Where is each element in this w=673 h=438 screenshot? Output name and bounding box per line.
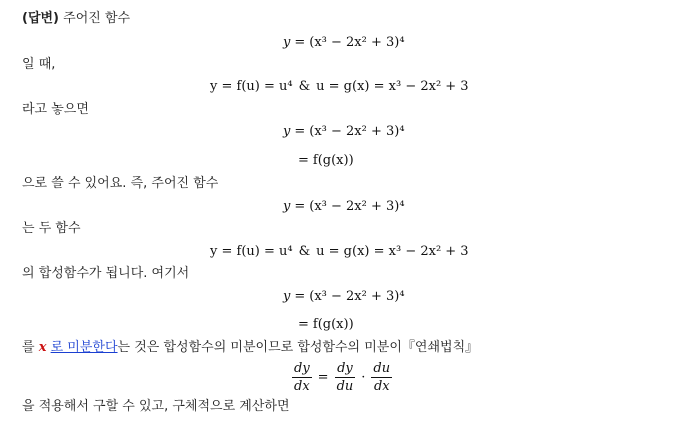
intro-text: 주어진 함수 — [63, 11, 131, 26]
eq6-rhs: (x³ − 2x² + 3)⁴ — [309, 289, 405, 304]
equation-3b: = f(g(x)) — [298, 153, 354, 168]
answer-intro-line — [22, 12, 130, 25]
fraction-dy-dx: $\frac{dy}{dx}$ — [294, 361, 310, 394]
rule-suffix: 는 것은 합성함수의 미분이므로 합성함수의 미분이『연쇄법칙』 — [117, 340, 479, 355]
differentiate-link[interactable]: 로 미분한다 — [50, 340, 118, 355]
fraction-dy-du: $\frac{dy}{du}$ — [336, 361, 354, 394]
eq6-lhs: y — [283, 289, 291, 304]
fraction-du-dx: $\frac{du}{dx}$ — [373, 361, 391, 394]
when-text: 일 때, — [22, 57, 56, 72]
rule-prefix: 를 — [22, 340, 35, 355]
eq3b-rhs: f(g(x)) — [312, 153, 354, 168]
chain-rule-line — [22, 341, 478, 354]
eq1-lhs: y — [283, 35, 291, 50]
eq6b-rhs: f(g(x)) — [312, 317, 354, 332]
eq3-lhs: y — [283, 124, 291, 139]
two-funcs-text: 는 두 함수 — [22, 221, 81, 236]
rule-var-x: x — [38, 340, 47, 355]
composite-text: 의 합성함수가 됩니다. 여기서 — [22, 266, 190, 281]
eq2-amp: & — [298, 79, 311, 94]
equation-6: y = (x³ − 2x² + 3)⁴ — [283, 289, 405, 304]
eq5-part-a: y = f(u) = u⁴ — [210, 244, 293, 259]
eq3-rhs: (x³ − 2x² + 3)⁴ — [309, 124, 405, 139]
equation-5 — [210, 245, 469, 258]
equation-3: y = (x³ − 2x² + 3)⁴ — [283, 124, 405, 139]
equation-4: y = (x³ − 2x² + 3)⁴ — [283, 199, 405, 214]
equation-2 — [210, 80, 469, 93]
eq2-part-b: u = g(x) = x³ − 2x² + 3 — [316, 79, 469, 94]
eq5-part-b: u = g(x) = x³ − 2x² + 3 — [316, 244, 469, 259]
final-text: 을 적용해서 구할 수 있고, 구체적으로 계산하면 — [22, 399, 290, 414]
eq5-amp: & — [298, 244, 311, 259]
chain-rule-equation: $\frac{dy}{dx}$ = $\frac{dy}{du}$ · $\frac{du}{dx}$ — [294, 361, 391, 394]
equation-1: y = (x³ − 2x² + 3)⁴ — [283, 35, 405, 50]
answer-label: (답변) — [22, 11, 59, 26]
put-text: 라고 놓으면 — [22, 102, 89, 117]
eq4-lhs: y — [283, 199, 291, 214]
eq2-part-a: y = f(u) = u⁴ — [210, 79, 293, 94]
eq1-rhs: (x³ − 2x² + 3)⁴ — [309, 35, 405, 50]
eq4-rhs: (x³ − 2x² + 3)⁴ — [309, 199, 405, 214]
equation-6b: = f(g(x)) — [298, 317, 354, 332]
can-write-text: 으로 쓸 수 있어요. 즉, 주어진 함수 — [22, 176, 219, 191]
